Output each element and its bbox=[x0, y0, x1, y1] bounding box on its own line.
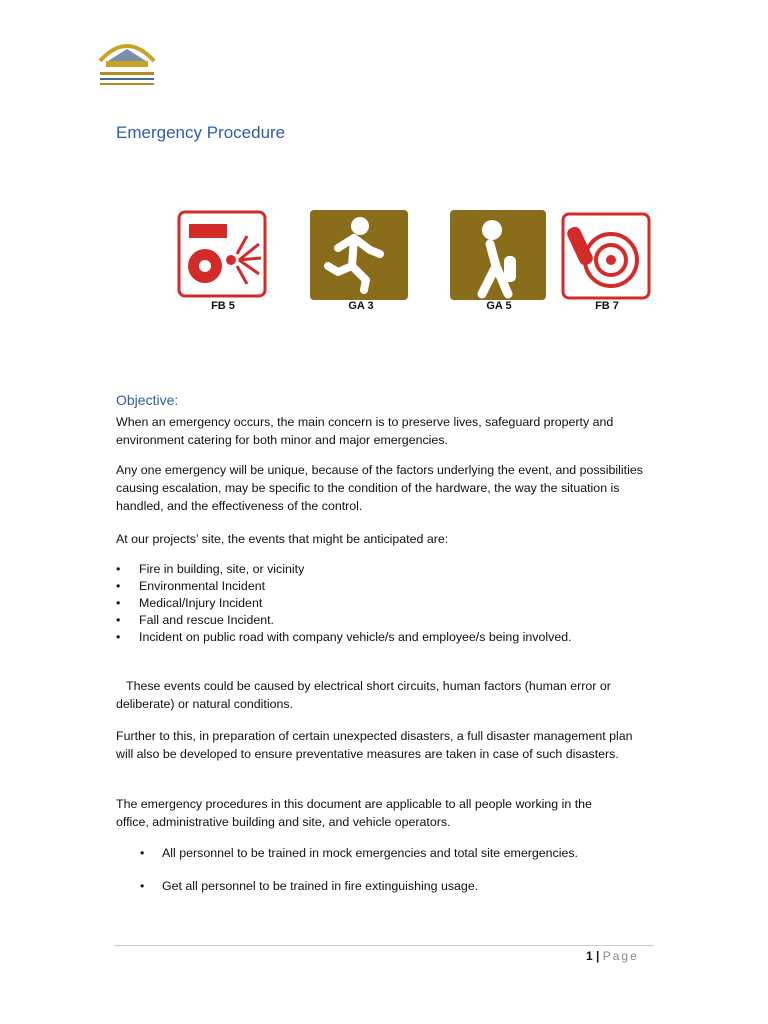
list-item: • Environmental Incident bbox=[116, 579, 266, 593]
running-person-exit-icon bbox=[310, 210, 408, 300]
sign-label: GA 5 bbox=[486, 300, 512, 312]
applicability-paragraph: The emergency procedures in this document are applicable to all people working in the office, administrative building and site, and vehicle operators. bbox=[116, 797, 592, 829]
list-item: • Medical/Injury Incident bbox=[116, 596, 263, 610]
page-title: Emergency Procedure bbox=[116, 123, 286, 142]
list-item: • Incident on public road with company vehicle/s and employee/s being involved. bbox=[116, 630, 572, 644]
fire-alarm-bell-icon bbox=[177, 210, 267, 298]
list-item: • Fire in building, site, or vicinity bbox=[116, 562, 305, 576]
page-footer: 1 | Page bbox=[586, 949, 639, 963]
person-fire-extinguisher-icon bbox=[450, 210, 546, 300]
events-intro: At our projects’ site, the events that might be anticipated are: bbox=[116, 532, 449, 546]
footer-divider bbox=[114, 945, 654, 946]
list-item: • Fall and rescue Incident. bbox=[116, 613, 274, 627]
disaster-plan-paragraph: Further to this, in preparation of certain unexpected disasters, a full disaster management plan will also be developed to ensure preventative measures are taken in case of such disasters. bbox=[116, 729, 633, 761]
uniqueness-paragraph: Any one emergency will be unique, because of the factors underlying the event, and possibilities causing escalation, may be specific to the condition of the hardware, the way the situation is handled, and the effectiveness of the control. bbox=[116, 463, 643, 513]
sign-label: GA 3 bbox=[348, 300, 374, 312]
sign-label: FB 5 bbox=[211, 300, 235, 312]
objective-heading: Objective: bbox=[116, 392, 179, 408]
causes-paragraph: These events could be caused by electrical short circuits, human factors (human error or deliberate) or natural conditions. bbox=[116, 679, 611, 711]
fire-phone-icon bbox=[561, 212, 651, 300]
company-logo bbox=[94, 35, 160, 87]
list-item: • Get all personnel to be trained in fire extinguishing usage. bbox=[140, 879, 479, 893]
sign-label: FB 7 bbox=[595, 300, 619, 312]
objective-paragraph: When an emergency occurs, the main concern is to preserve lives, safeguard property and environment catering for both minor and major emergencies. bbox=[116, 415, 614, 447]
list-item: • All personnel to be trained in mock emergencies and total site emergencies. bbox=[140, 846, 578, 860]
